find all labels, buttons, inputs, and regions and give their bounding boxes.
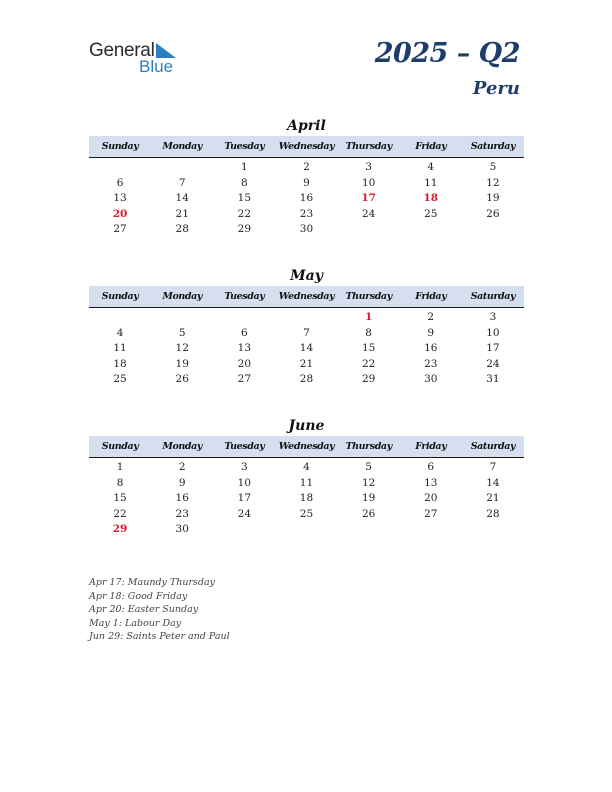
weekday-label: Thursday [345,141,392,152]
day-cell: 28 [299,373,314,385]
week-row [89,207,524,223]
day-cell: 9 [303,176,310,189]
weekday-label: Friday [415,141,447,152]
weekday-label: Monday [162,441,203,452]
day-cell: 19 [175,357,189,370]
day-cell: 22 [237,207,252,220]
day-cell: 29 [237,223,252,235]
day-cell: 12 [175,342,189,354]
weekday-label: Monday [162,291,203,302]
day-cell: 2 [303,161,310,173]
day-cell: 15 [113,492,127,504]
day-cell: 27 [113,223,127,235]
day-cell: 22 [113,507,127,520]
day-cell: 3 [365,161,372,173]
weekday-label: Tuesday [224,441,265,452]
day-cell: 21 [486,492,500,504]
day-cell: 24 [361,207,376,220]
day-cell: 29 [361,373,376,385]
holiday-item: Apr 17: Maundy Thursday [89,577,216,588]
day-cell [213,522,275,538]
holiday-item: Apr 20: Easter Sunday [89,604,199,616]
day-cell: 12 [486,176,500,189]
day-cell: 11 [113,342,127,354]
day-cell: 23 [175,507,189,520]
day-cell: 13 [113,192,127,204]
day-cell: 1 [116,461,124,473]
day-cell: 23 [424,357,438,370]
day-cell: 25 [299,507,314,520]
week-row [89,222,524,238]
weekday-label: Wednesday [278,141,335,152]
weekday-label: Tuesday [224,291,265,302]
brand-logo [89,40,189,76]
day-cell: 8 [365,326,372,339]
week-row [89,460,524,476]
day-cell [400,522,462,538]
day-cell: 12 [361,476,376,489]
holiday-day-cell: 20 [112,207,128,220]
page-title: 2025 – Q2 [374,38,520,69]
day-cell: 19 [361,492,376,504]
week-row [89,160,524,176]
day-cell: 11 [299,476,314,489]
holiday-day-cell: 18 [423,192,439,204]
week-row [89,176,524,192]
logo-text-blue: Blue [139,57,174,76]
weekday-label: Wednesday [278,441,335,452]
day-cell: 28 [175,223,189,235]
day-cell: 24 [237,507,252,520]
day-cell: 2 [427,311,435,323]
day-cell: 6 [241,326,248,339]
day-cell: 17 [237,492,252,504]
day-cell: 30 [299,223,314,235]
day-cell [338,522,400,538]
holiday-day-cell: 1 [364,311,373,323]
day-cell: 21 [175,207,189,220]
week-row [89,372,524,388]
day-cell: 8 [241,176,248,189]
day-cell: 22 [361,357,376,370]
week-rows [89,158,524,238]
month-calendar-june [89,416,524,538]
weekday-label: Monday [162,141,203,152]
day-cell: 26 [486,207,500,220]
weekday-header-row [89,136,524,158]
day-cell: 26 [361,507,376,520]
day-cell: 21 [299,357,314,370]
week-row [89,522,524,538]
day-cell: 16 [175,492,189,504]
month-calendar-may [89,266,524,388]
week-row [89,310,524,326]
day-cell: 23 [299,207,314,220]
day-cell: 20 [424,492,438,504]
day-cell: 15 [361,342,376,354]
day-cell [213,310,275,326]
weekday-label: Friday [415,291,447,302]
holiday-item: Jun 29: Saints Peter and Paul [89,631,230,643]
day-cell: 19 [486,192,500,204]
day-cell: 26 [175,373,189,385]
day-cell: 13 [424,476,438,489]
day-cell: 15 [237,192,252,204]
week-row [89,507,524,523]
day-cell: 16 [424,342,438,354]
week-rows [89,458,524,538]
day-cell: 30 [175,523,189,535]
day-cell: 3 [489,311,497,323]
day-cell: 27 [424,507,438,520]
day-cell: 13 [237,342,252,354]
weekday-label: Thursday [345,291,392,302]
holiday-day-cell: 29 [112,523,128,535]
day-cell: 18 [113,357,127,370]
week-row [89,341,524,357]
holiday-item: May 1: Labour Day [89,617,182,629]
day-cell: 10 [237,476,252,489]
holiday-item: Apr 18: Good Friday [89,590,188,602]
month-name: May [290,268,323,284]
day-cell: 10 [361,176,376,189]
day-cell: 4 [303,461,310,473]
day-cell: 4 [427,161,435,173]
day-cell: 9 [427,326,435,339]
day-cell: 4 [116,326,124,339]
day-cell: 16 [299,192,314,204]
day-cell: 7 [178,176,186,189]
week-row [89,191,524,207]
weekday-label: Saturday [470,291,516,302]
holiday-list [89,576,230,644]
day-cell [338,222,400,238]
weekday-label: Tuesday [224,141,265,152]
day-cell: 2 [178,461,186,473]
day-cell [151,160,213,176]
day-cell: 10 [486,326,500,339]
day-cell [89,310,151,326]
weekday-label: Sunday [101,141,139,152]
day-cell [275,310,337,326]
weekday-header-row [89,436,524,458]
day-cell: 6 [116,176,124,189]
day-cell [400,222,462,238]
week-row [89,326,524,342]
day-cell: 20 [237,357,252,370]
day-cell: 5 [365,461,372,473]
day-cell [89,160,151,176]
day-cell: 11 [424,176,438,189]
week-rows [89,308,524,388]
logo-text-general: General [89,40,155,61]
day-cell: 9 [178,476,186,489]
weekday-label: Saturday [470,141,516,152]
weekday-label: Saturday [470,441,516,452]
weekday-label: Sunday [101,441,139,452]
day-cell: 14 [486,476,500,489]
day-cell: 14 [175,192,189,204]
weekday-label: Wednesday [278,291,335,302]
day-cell: 5 [489,161,497,173]
day-cell: 7 [489,461,497,473]
day-cell [462,522,524,538]
page-subtitle: Peru [472,78,520,99]
day-cell: 30 [424,373,438,385]
day-cell: 31 [486,373,500,385]
week-row [89,491,524,507]
day-cell: 7 [303,326,310,339]
day-cell: 24 [486,357,500,370]
day-cell: 27 [237,373,252,385]
weekday-label: Thursday [345,441,392,452]
day-cell [151,310,213,326]
weekday-label: Sunday [101,291,139,302]
day-cell: 18 [299,492,314,504]
weekday-header-row [89,286,524,308]
week-row [89,357,524,373]
day-cell: 25 [113,373,127,385]
month-name: June [288,418,325,434]
day-cell: 6 [427,461,435,473]
day-cell: 3 [241,461,248,473]
month-calendar-april [89,116,524,238]
month-name: April [287,118,326,134]
holiday-day-cell: 17 [361,192,376,204]
week-row [89,476,524,492]
day-cell: 28 [486,507,500,520]
logo-triangle-icon [156,43,176,58]
day-cell: 1 [241,161,248,173]
weekday-label: Friday [415,441,447,452]
day-cell: 25 [424,207,438,220]
day-cell: 8 [116,476,124,489]
day-cell [462,222,524,238]
day-cell: 5 [178,326,186,339]
day-cell: 17 [486,342,500,354]
day-cell: 14 [299,342,314,354]
day-cell [275,522,337,538]
